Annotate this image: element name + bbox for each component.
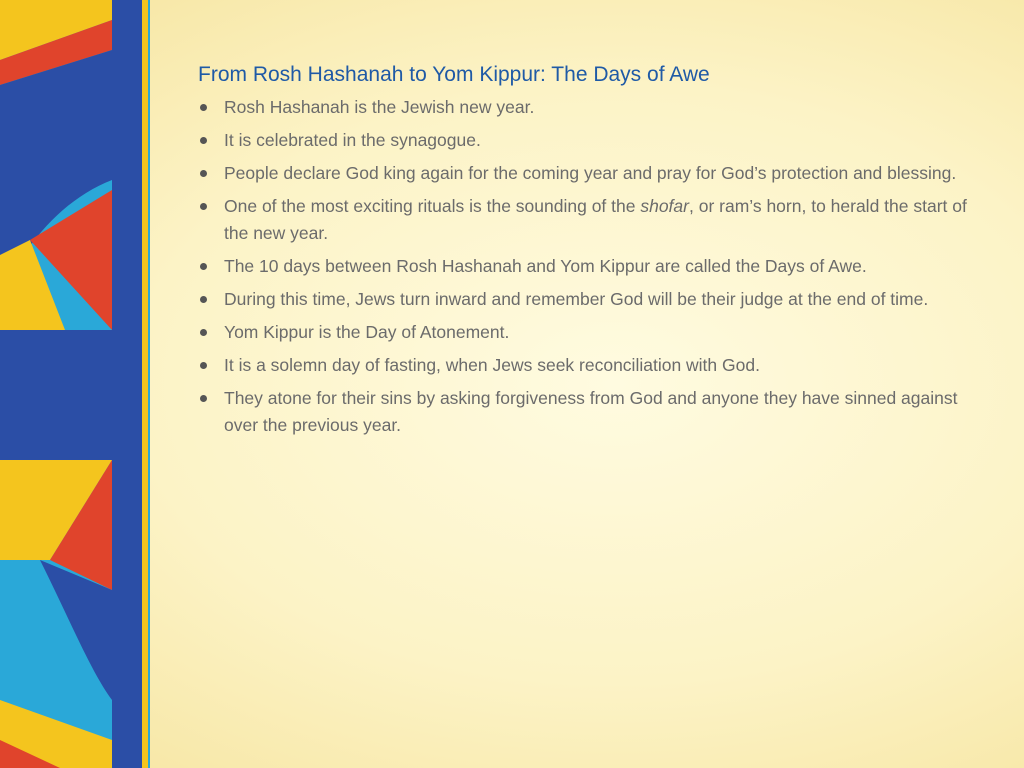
bullet-item xyxy=(198,94,978,121)
bullet-dot-icon xyxy=(200,104,207,111)
bullet-emphasis: shofar xyxy=(640,196,689,216)
bullet-text: It is a solemn day of fasting, when Jews seek reconciliation with God. xyxy=(224,355,760,375)
bullet-text: The 10 days between Rosh Hashanah and Yom Kippur are called the Days of Awe. xyxy=(224,256,867,276)
bullet-item xyxy=(198,319,978,346)
bullet-text: It is celebrated in the synagogue. xyxy=(224,130,481,150)
bullet-item xyxy=(198,385,978,439)
bullet-text: One of the most exciting rituals is the sounding of the xyxy=(224,196,641,216)
decor-yellow-edge xyxy=(142,0,148,768)
bullet-text: People declare God king again for the coming year and pray for God’s protection and blessing. xyxy=(224,163,957,183)
bullet-item xyxy=(198,160,978,187)
bullet-item xyxy=(198,127,978,154)
bullet-list xyxy=(198,94,978,439)
bullet-item xyxy=(198,352,978,379)
bullet-dot-icon xyxy=(200,395,207,402)
bullet-item xyxy=(198,253,978,280)
bullet-dot-icon xyxy=(200,329,207,336)
slide-title: From Rosh Hashanah to Yom Kippur: The Days of Awe xyxy=(198,63,710,86)
bullet-item xyxy=(198,193,978,247)
bullet-text: Rosh Hashanah is the Jewish new year. xyxy=(224,97,535,117)
bullet-dot-icon xyxy=(200,170,207,177)
bullet-text: Yom Kippur is the Day of Atonement. xyxy=(224,322,510,342)
bullet-text: They atone for their sins by asking forgiveness from God and anyone they have sinned against over the previous year. xyxy=(224,388,958,435)
bullet-item xyxy=(198,286,978,313)
bullet-text-continued: , or ram’s horn, to herald the start of the new year. xyxy=(224,196,967,243)
bullet-dot-icon xyxy=(200,362,207,369)
bullet-text: During this time, Jews turn inward and remember God will be their judge at the end of time. xyxy=(224,289,929,309)
bullet-dot-icon xyxy=(200,296,207,303)
slide-content xyxy=(198,60,978,445)
decorative-side-art xyxy=(0,0,150,768)
bullet-dot-icon xyxy=(200,263,207,270)
bullet-dot-icon xyxy=(200,203,207,210)
bullet-dot-icon xyxy=(200,137,207,144)
decor-blue-stripe xyxy=(112,0,142,768)
decor-middle-blue xyxy=(0,330,112,460)
